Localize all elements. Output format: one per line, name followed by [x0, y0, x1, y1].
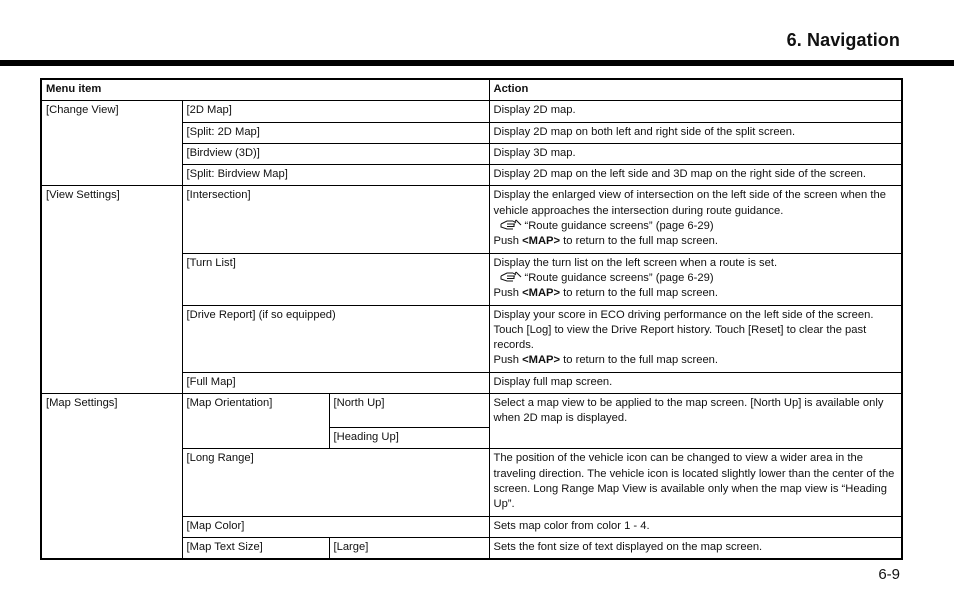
page-reference — [494, 271, 898, 286]
page-reference — [494, 219, 898, 234]
action-map-color: Sets map color from color 1 - 4. — [489, 516, 902, 537]
action-text: Display the enlarged view of intersection on the left side of the screen when the vehicle approaches the intersection during route guidance. — [493, 189, 886, 217]
action-text: Display the turn list on the left screen when a route is set. — [493, 256, 778, 269]
menu-option-heading-up: [Heading Up] — [329, 428, 489, 449]
action-2d-map: Display 2D map. — [489, 101, 902, 122]
reference-hand-icon — [500, 219, 522, 230]
menu-option-large: [Large] — [329, 537, 489, 559]
action-intersection — [489, 186, 902, 253]
map-key-label: <MAP> — [522, 287, 561, 300]
page-title: 6. Navigation — [786, 30, 900, 50]
menu-item-intersection: [Intersection] — [182, 186, 489, 253]
action-drive-report — [489, 305, 902, 372]
menu-item-map-color: [Map Color] — [182, 516, 489, 537]
table-row — [41, 101, 902, 122]
action-birdview-3d: Display 3D map. — [489, 143, 902, 164]
menu-item-drive-report: [Drive Report] (if so equipped) — [182, 305, 489, 372]
menu-item-2d-map: [2D Map] — [182, 101, 489, 122]
menu-item-full-map: [Full Map] — [182, 372, 489, 393]
action-map-orientation: Select a map view to be applied to the map screen. [North Up] is available only when 2D map is displayed. — [489, 394, 902, 449]
column-header-menu-item: Menu item — [41, 79, 489, 101]
navigation-menu-table — [40, 78, 903, 560]
menu-item-long-range: [Long Range] — [182, 449, 489, 516]
map-key-label: <MAP> — [522, 354, 561, 367]
table-header-row — [41, 79, 902, 101]
push-text-pre: Push — [493, 287, 523, 300]
menu-group-change-view: [Change View] — [41, 101, 182, 186]
action-split-2d-map: Display 2D map on both left and right side of the split screen. — [489, 122, 902, 143]
header-rule — [0, 60, 954, 66]
menu-item-turn-list: [Turn List] — [182, 253, 489, 305]
push-text-pre: Push — [493, 354, 523, 367]
map-key-label: <MAP> — [522, 235, 561, 248]
action-split-birdview-map: Display 2D map on the left side and 3D map on the right side of the screen. — [489, 165, 902, 186]
menu-item-birdview-3d: [Birdview (3D)] — [182, 143, 489, 164]
menu-item-split-birdview-map: [Split: Birdview Map] — [182, 165, 489, 186]
menu-group-map-settings: [Map Settings] — [41, 394, 182, 560]
action-long-range: The position of the vehicle icon can be changed to view a wider area in the traveling direction. The vehicle icon is located slightly lower than the center of the screen. Long Range Map View is available only when the map view is “Heading Up”. — [489, 449, 902, 516]
push-text-post: to return to the full map screen. — [560, 354, 718, 367]
action-turn-list — [489, 253, 902, 305]
push-text-post: to return to the full map screen. — [560, 235, 718, 248]
menu-option-north-up: [North Up] — [329, 394, 489, 428]
menu-item-map-orientation: [Map Orientation] — [182, 394, 329, 449]
table-row — [41, 394, 902, 428]
reference-hand-icon — [500, 271, 522, 282]
menu-item-split-2d-map: [Split: 2D Map] — [182, 122, 489, 143]
action-text: Display your score in ECO driving performance on the left side of the screen. Touch [Log] to view the Drive Report history. Touch [Reset] to clear the past records. — [493, 308, 874, 352]
reference-text: “Route guidance screens” (page 6-29) — [524, 271, 714, 284]
reference-text: “Route guidance screens” (page 6-29) — [524, 220, 714, 233]
page-number: 6-9 — [878, 566, 900, 583]
column-header-action: Action — [489, 79, 902, 101]
push-text-pre: Push — [493, 235, 523, 248]
menu-item-map-text-size: [Map Text Size] — [182, 537, 329, 559]
action-full-map: Display full map screen. — [489, 372, 902, 393]
push-text-post: to return to the full map screen. — [560, 287, 718, 300]
action-map-text-size: Sets the font size of text displayed on the map screen. — [489, 537, 902, 559]
table-row — [41, 186, 902, 253]
menu-group-view-settings: [View Settings] — [41, 186, 182, 394]
